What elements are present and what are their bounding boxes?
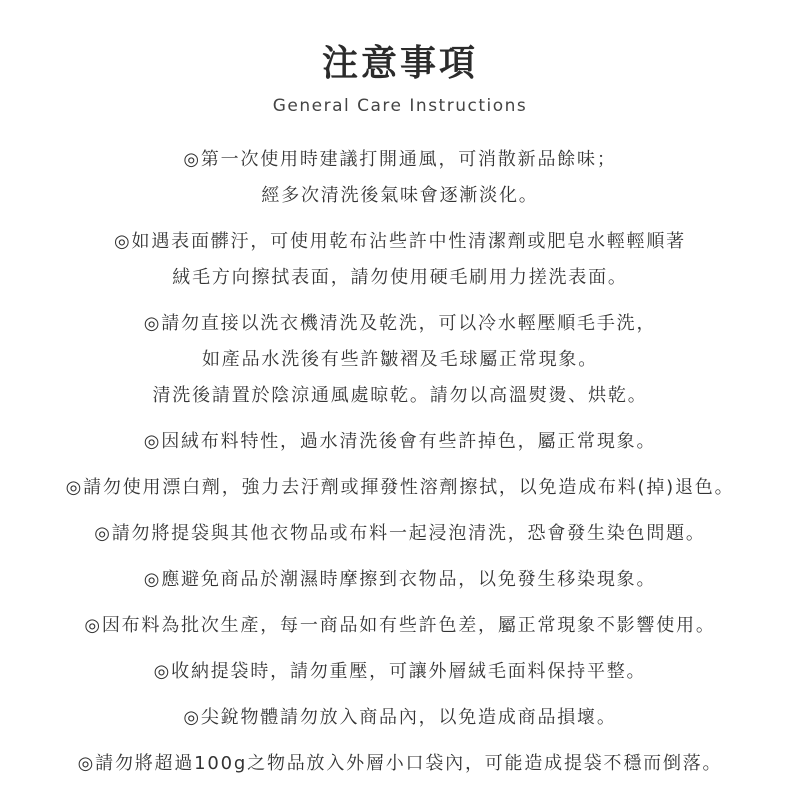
care-note-storage — [0, 654, 800, 690]
note-line: ◎請勿將超過100g之物品放入外層小口袋內，可能造成提袋不穩而倒落。 — [77, 753, 723, 774]
care-note-sharp-objects — [0, 700, 800, 736]
note-line: ◎如遇表面髒汙，可使用乾布沾些許中性清潔劑或肥皂水輕輕順著 — [114, 231, 686, 252]
care-note-no-bleach — [0, 470, 800, 506]
care-instructions-list — [0, 142, 800, 782]
note-line: ◎因布料為批次生產，每一商品如有些許色差，屬正常現象不影響使用。 — [84, 615, 716, 636]
note-line: ◎應避免商品於潮濕時摩擦到衣物品，以免發生移染現象。 — [143, 569, 657, 590]
note-line: 如產品水洗後有些許皺褶及毛球屬正常現象。 — [202, 349, 598, 370]
care-note-dye-transfer — [0, 562, 800, 598]
note-line: ◎因絨布料特性，過水清洗後會有些許掉色，屬正常現象。 — [143, 431, 657, 452]
note-line: 絨毛方向擦拭表面，請勿使用硬毛刷用力搓洗表面。 — [172, 267, 628, 288]
note-line: ◎尖銳物體請勿放入商品內，以免造成商品損壞。 — [183, 707, 617, 728]
care-note-washing — [0, 306, 800, 414]
note-line: ◎請勿使用漂白劑，強力去汙劑或揮發性溶劑擦拭，以免造成布料(掉)退色。 — [65, 477, 735, 498]
page-subtitle: General Care Instructions — [272, 96, 528, 116]
note-line: ◎第一次使用時建議打開通風，可消散新品餘味； — [183, 149, 617, 170]
care-note-surface-cleaning — [0, 224, 800, 296]
care-note-color-fading — [0, 424, 800, 460]
care-note-separate-soaking — [0, 516, 800, 552]
note-line: 清洗後請置於陰涼通風處晾乾。請勿以高溫熨燙、烘乾。 — [152, 385, 648, 406]
care-note-first-use — [0, 142, 800, 214]
note-line: 經多次清洗後氣味會逐漸淡化。 — [261, 185, 539, 206]
care-note-color-variance — [0, 608, 800, 644]
note-line: ◎請勿將提袋與其他衣物品或布料一起浸泡清洗，恐會發生染色問題。 — [94, 523, 706, 544]
page-title: 注意事項 — [321, 42, 478, 84]
note-line: ◎收納提袋時，請勿重壓，可讓外層絨毛面料保持平整。 — [153, 661, 647, 682]
care-note-pocket-weight — [0, 746, 800, 782]
header — [0, 38, 800, 118]
note-line: ◎請勿直接以洗衣機清洗及乾洗，可以冷水輕壓順毛手洗， — [143, 313, 657, 334]
